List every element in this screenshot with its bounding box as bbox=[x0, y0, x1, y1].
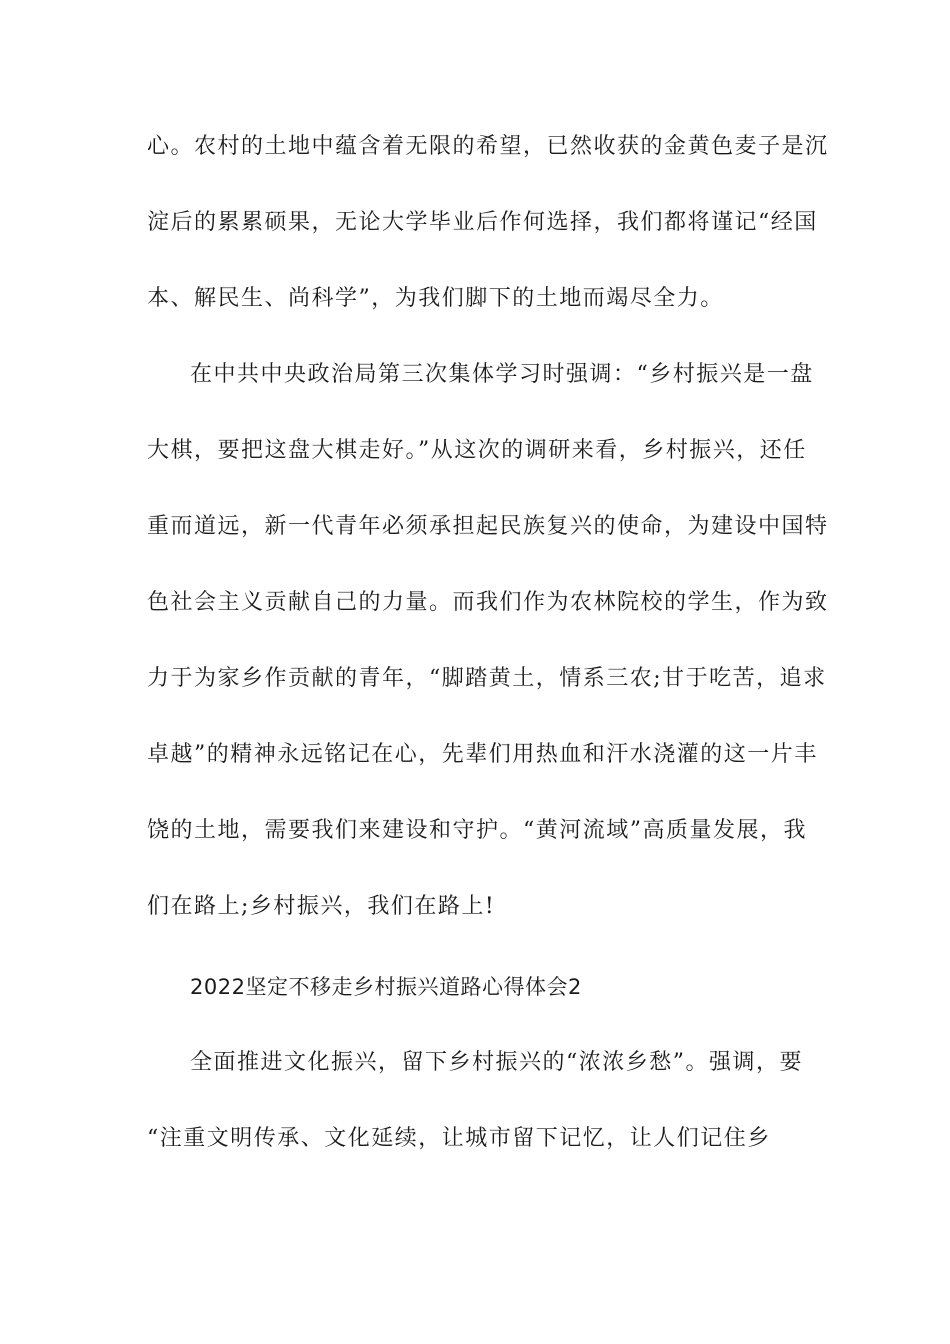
paragraph-1-line-3: 本、解民生、尚科学”，为我们脚下的土地而竭尽全力。 bbox=[147, 286, 724, 311]
section-heading: 2022坚定不移走乡村振兴道路心得体会2 bbox=[190, 975, 582, 999]
paragraph-2-line-7: 饶的土地，需要我们来建设和守护。“黄河流域”高质量发展，我 bbox=[147, 818, 807, 843]
paragraph-2-line-6: 卓越”的精神永远铭记在心，先辈们用热血和汗水浇灌的这一片丰 bbox=[147, 742, 818, 767]
paragraph-3-line-2: “注重文明传承、文化延续，让城市留下记忆，让人们记住乡 bbox=[147, 1126, 771, 1151]
paragraph-1-line-1: 心。农村的土地中蕴含着无限的希望，已然收获的金黄色麦子是沉 bbox=[147, 134, 829, 159]
paragraph-2-line-1: 在中共中央政治局第三次集体学习时强调：“乡村振兴是一盘 bbox=[190, 362, 814, 387]
paragraph-2-line-8: 们在路上;乡村振兴，我们在路上! bbox=[147, 894, 496, 919]
paragraph-2-line-2: 大棋，要把这盘大棋走好。”从这次的调研来看，乡村振兴，还任 bbox=[147, 438, 807, 463]
paragraph-2-line-5: 力于为家乡作贡献的青年，“脚踏黄土，情系三农;甘于吃苦，追求 bbox=[147, 666, 827, 691]
paragraph-2-line-4: 色社会主义贡献自己的力量。而我们作为农林院校的学生，作为致 bbox=[147, 590, 829, 615]
paragraph-2-line-3: 重而道远，新一代青年必须承担起民族复兴的使命，为建设中国特 bbox=[147, 514, 829, 539]
paragraph-1-line-2: 淀后的累累硕果，无论大学毕业后作何选择，我们都将谨记“经国 bbox=[147, 210, 818, 235]
paragraph-3-line-1: 全面推进文化振兴，留下乡村振兴的“浓浓乡愁”。强调，要 bbox=[190, 1050, 803, 1075]
